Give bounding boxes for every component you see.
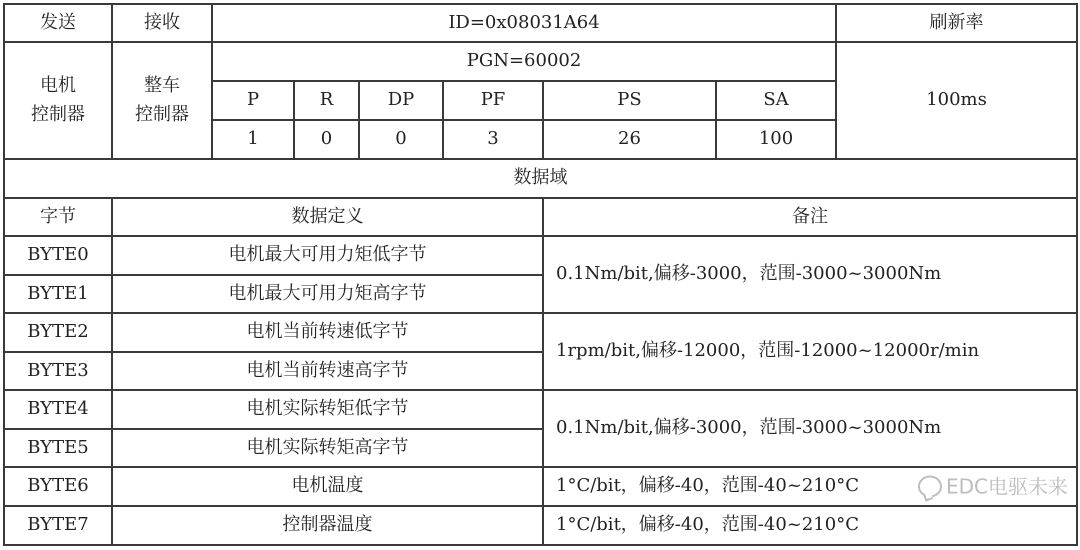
header-row (4, 4, 1077, 42)
message-id: ID=0x08031A64 (212, 4, 836, 42)
watermark (918, 474, 1068, 499)
definition-column-header: 数据定义 (112, 198, 543, 236)
receiver-name: 整车 控制器 (112, 42, 212, 159)
byte-label: BYTE6 (4, 467, 112, 506)
byte-label: BYTE0 (4, 236, 112, 275)
byte-definition: 电机最大可用力矩低字节 (112, 236, 543, 275)
note-torque-actual: 0.1Nm/bit,偏移-3000，范围-3000~3000Nm (543, 390, 1077, 467)
refresh-rate-header: 刷新率 (836, 4, 1077, 42)
watermark-text: EDC电驱未来 (946, 474, 1069, 498)
sender-name: 电机 控制器 (4, 42, 112, 159)
value-pf: 3 (443, 120, 543, 159)
byte-definition: 电机当前转速低字节 (112, 313, 543, 352)
value-dp: 0 (359, 120, 443, 159)
wechat-icon (918, 476, 942, 498)
table-row (4, 467, 1077, 506)
byte-label: BYTE4 (4, 390, 112, 429)
byte-label: BYTE7 (4, 506, 112, 545)
field-dp: DP (359, 81, 443, 120)
field-p: P (212, 81, 294, 120)
value-r: 0 (294, 120, 359, 159)
byte-label: BYTE3 (4, 352, 112, 390)
byte-definition: 电机最大可用力矩高字节 (112, 275, 543, 313)
byte-label: BYTE2 (4, 313, 112, 352)
byte-definition: 电机实际转矩低字节 (112, 390, 543, 429)
note-controller-temp: 1°C/bit，偏移-40，范围-40~210°C (543, 506, 1077, 545)
field-sa: SA (716, 81, 836, 120)
byte-definition: 电机实际转矩高字节 (112, 429, 543, 467)
pgn-value: PGN=60002 (212, 42, 836, 81)
note-torque-max: 0.1Nm/bit,偏移-3000，范围-3000~3000Nm (543, 236, 1077, 313)
table-row (4, 236, 1077, 275)
value-sa: 100 (716, 120, 836, 159)
send-header: 发送 (4, 4, 112, 42)
value-ps: 26 (543, 120, 716, 159)
table-row (4, 313, 1077, 352)
byte-label: BYTE5 (4, 429, 112, 467)
field-ps: PS (543, 81, 716, 120)
refresh-rate-value: 100ms (836, 42, 1077, 159)
note-speed: 1rpm/bit,偏移-12000，范围-12000~12000r/min (543, 313, 1077, 390)
byte-column-header: 字节 (4, 198, 112, 236)
value-p: 1 (212, 120, 294, 159)
receive-header: 接收 (112, 4, 212, 42)
can-message-table (3, 3, 1078, 546)
note-column-header: 备注 (543, 198, 1077, 236)
table-row (4, 506, 1077, 545)
table-row (4, 390, 1077, 429)
note-motor-temp-text: 1°C/bit，偏移-40，范围-40~210°C (556, 475, 859, 497)
byte-label: BYTE1 (4, 275, 112, 313)
note-motor-temp (543, 467, 1077, 506)
byte-definition: 电机当前转速高字节 (112, 352, 543, 390)
column-header-row (4, 198, 1077, 236)
byte-definition: 控制器温度 (112, 506, 543, 545)
byte-definition: 电机温度 (112, 467, 543, 506)
field-r: R (294, 81, 359, 120)
field-pf: PF (443, 81, 543, 120)
data-section-title: 数据域 (4, 159, 1077, 198)
data-section-row (4, 159, 1077, 198)
pgn-row (4, 42, 1077, 81)
